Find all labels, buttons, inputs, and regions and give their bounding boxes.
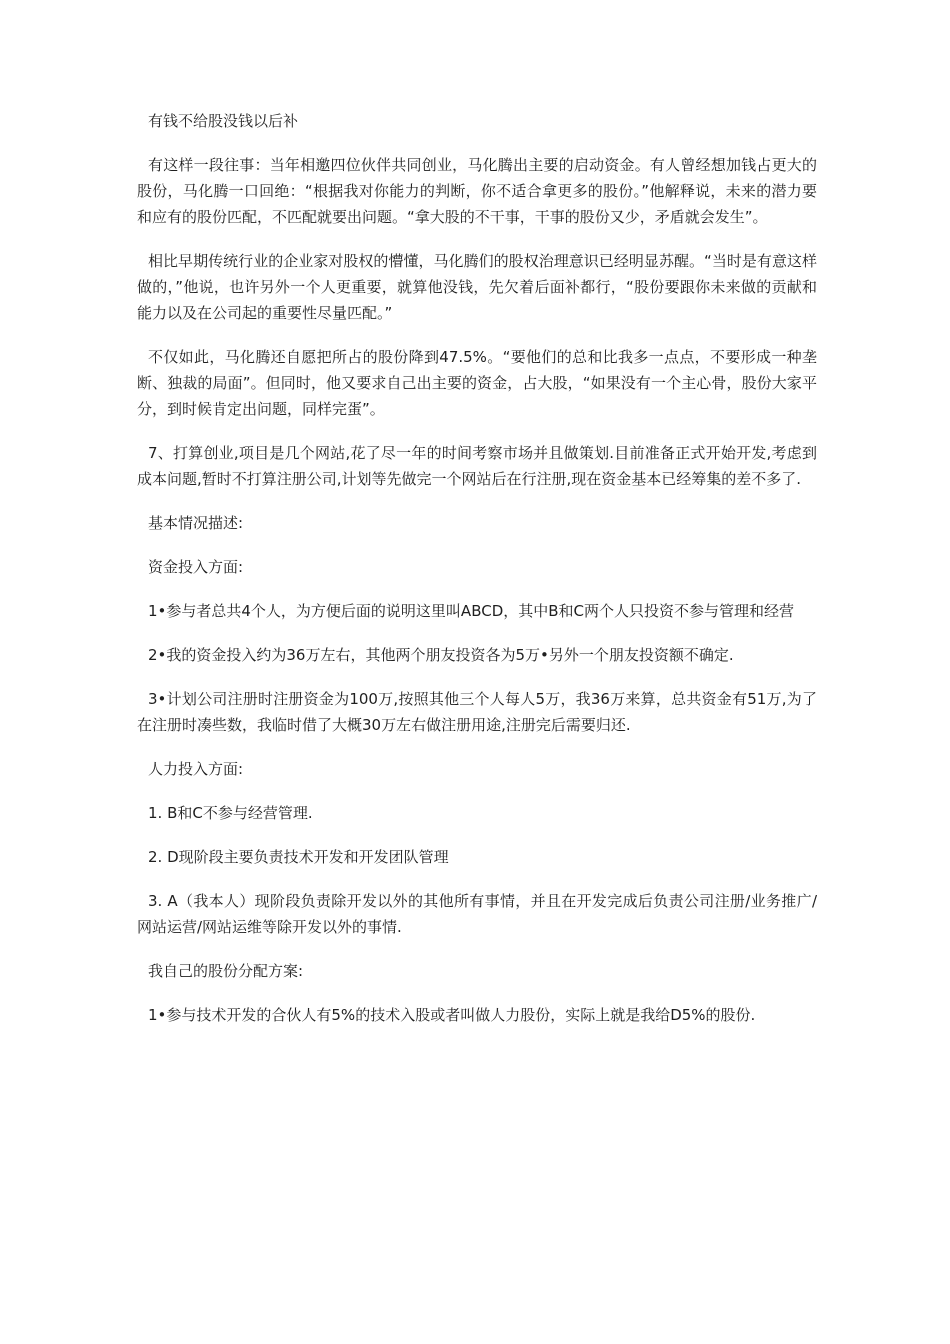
paragraph-equity-awareness: 相比早期传统行业的企业家对股权的懵懂，马化腾们的股权治理意识已经明显苏醒。“当时是有意这样做的，”他说，也许另外一个人更重要，就算他没钱，先欠着后面补都行，“股份要跟你未来做的贡献和能力以及在公司起的重要性尽量匹配。”	[137, 252, 817, 322]
heading-basic-situation: 基本情况描述:	[148, 514, 244, 532]
paragraph-share-reduction: 不仅如此，马化腾还自愿把所占的股份降到47.5%。“要他们的总和比我多一点点，不要形成一种垄断、独裁的局面”。但同时，他又要求自己出主要的资金，占大股，“如果没有一个主心骨，股份大家平分，到时候肯定出问题，同样完蛋”。	[137, 348, 817, 418]
paragraph-startup-plan: 7、打算创业,项目是几个网站,花了尽一年的时间考察市场并且做策划.目前准备正式开始开发,考虑到成本问题,暂时不打算注册公司,计划等先做完一个网站后在行注册,现在资金基本已经筹集的差不多了.	[137, 444, 817, 488]
list-item-labor-3: 3. A（我本人）现阶段负责除开发以外的其他所有事情，并且在开发完成后负责公司注册/业务推广/网站运营/网站运维等除开发以外的事情.	[137, 892, 817, 936]
list-item-labor-1: 1. B和C不参与经营管理.	[148, 804, 313, 822]
heading-labor-input: 人力投入方面:	[148, 760, 244, 778]
list-item-labor-2: 2. D现阶段主要负责技术开发和开发团队管理	[148, 848, 449, 866]
list-item-share-plan-1: 1•参与技术开发的合伙人有5%的技术入股或者叫做人力股份，实际上就是我给D5%的股份.	[148, 1006, 756, 1024]
list-item-capital-3: 3•计划公司注册时注册资金为100万,按照其他三个人每人5万，我36万来算，总共资金有51万,为了在注册时凑些数，我临时借了大概30万左右做注册用途,注册完后需要归还.	[137, 690, 817, 734]
heading-capital-input: 资金投入方面:	[148, 558, 244, 576]
list-item-capital-2: 2•我的资金投入约为36万左右，其他两个朋友投资各为5万•另外一个朋友投资额不确定.	[148, 646, 734, 664]
list-item-capital-1: 1•参与者总共4个人，为方便后面的说明这里叫ABCD，其中B和C两个人只投资不参与管理和经营	[148, 602, 795, 620]
document-body	[137, 108, 817, 1046]
paragraph-story: 有这样一段往事：当年相邀四位伙伴共同创业，马化腾出主要的启动资金。有人曾经想加钱占更大的股份，马化腾一口回绝：“根据我对你能力的判断，你不适合拿更多的股份。”他解释说，未来的潜力要和应有的股份匹配，不匹配就要出问题。“拿大股的不干事，干事的股份又少，矛盾就会发生”。	[137, 156, 817, 226]
heading-share-plan: 我自己的股份分配方案:	[148, 962, 304, 980]
section-heading-shares: 有钱不给股没钱以后补	[148, 112, 299, 130]
